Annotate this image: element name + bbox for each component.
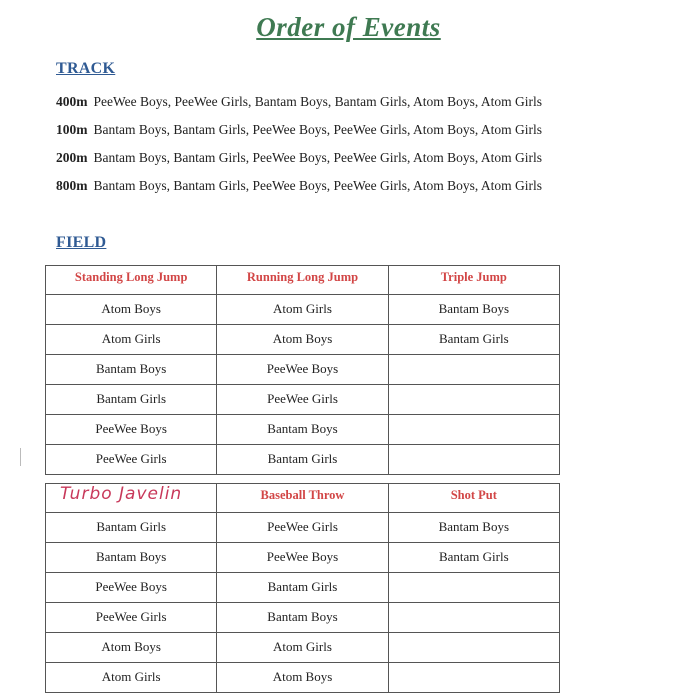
track-distance: 400m — [56, 94, 88, 109]
table-cell — [388, 355, 559, 385]
table-cell: Atom Girls — [46, 325, 217, 355]
table-cell: PeeWee Boys — [217, 355, 388, 385]
track-distance: 200m — [56, 150, 88, 165]
table-row — [46, 385, 560, 415]
table-row — [46, 663, 560, 693]
table-cell: Bantam Girls — [46, 385, 217, 415]
table-cell: Bantam Girls — [46, 513, 217, 543]
track-event-200m — [56, 150, 542, 166]
table-row — [46, 445, 560, 475]
table-cell: Bantam Girls — [217, 573, 388, 603]
table-row — [46, 573, 560, 603]
column-header: Running Long Jump — [217, 266, 388, 295]
table-cell: Bantam Boys — [388, 513, 559, 543]
table-row — [46, 295, 560, 325]
page-title: Order of Events — [256, 12, 441, 42]
table-row — [46, 513, 560, 543]
table-cell: PeeWee Girls — [217, 385, 388, 415]
table-cell: Atom Boys — [46, 633, 217, 663]
table-cell: Atom Girls — [217, 633, 388, 663]
column-header-handwritten: Turbo Javelin — [46, 484, 217, 513]
track-distance: 800m — [56, 178, 88, 193]
table-cell: PeeWee Girls — [46, 603, 217, 633]
track-order: Bantam Boys, Bantam Girls, PeeWee Boys, PeeWee Girls, Atom Boys, Atom Girls — [93, 178, 543, 193]
table-cell: Atom Boys — [217, 325, 388, 355]
table-cell — [388, 663, 559, 693]
table-cell — [388, 445, 559, 475]
table-row — [46, 355, 560, 385]
table-cell: PeeWee Boys — [46, 415, 217, 445]
column-header: Standing Long Jump — [46, 266, 217, 295]
column-header: Baseball Throw — [217, 484, 388, 513]
field-table-1 — [45, 265, 560, 475]
table-cell: Bantam Boys — [46, 543, 217, 573]
table-cell: Atom Boys — [46, 295, 217, 325]
field-heading: FIELD — [56, 234, 107, 251]
track-event-400m — [56, 94, 542, 110]
table-cell — [388, 603, 559, 633]
table-cell: Bantam Boys — [46, 355, 217, 385]
table-cell: PeeWee Girls — [46, 445, 217, 475]
table-cell — [388, 385, 559, 415]
table-cell: Bantam Girls — [388, 543, 559, 573]
track-event-800m — [56, 178, 542, 194]
table-cell — [388, 415, 559, 445]
table-cell: PeeWee Boys — [46, 573, 217, 603]
table-cell: PeeWee Boys — [217, 543, 388, 573]
column-header: Shot Put — [388, 484, 559, 513]
table-cell: Bantam Boys — [388, 295, 559, 325]
table-cell: Bantam Boys — [217, 603, 388, 633]
track-heading: TRACK — [56, 60, 116, 77]
table-cell: Atom Girls — [46, 663, 217, 693]
table-cell — [388, 573, 559, 603]
table-cell: Atom Girls — [217, 295, 388, 325]
table-row — [46, 325, 560, 355]
table-header-row — [46, 484, 560, 513]
track-event-100m — [56, 122, 542, 138]
table-row — [46, 603, 560, 633]
scan-margin-mark — [20, 448, 21, 466]
track-order: PeeWee Boys, PeeWee Girls, Bantam Boys, Bantam Girls, Atom Boys, Atom Girls — [93, 94, 543, 109]
table-cell: Bantam Girls — [217, 445, 388, 475]
table-cell: Bantam Boys — [217, 415, 388, 445]
table-header-row — [46, 266, 560, 295]
track-order: Bantam Boys, Bantam Girls, PeeWee Boys, PeeWee Girls, Atom Boys, Atom Girls — [93, 150, 543, 165]
table-cell: PeeWee Girls — [217, 513, 388, 543]
track-distance: 100m — [56, 122, 88, 137]
table-row — [46, 543, 560, 573]
table-row — [46, 415, 560, 445]
table-row — [46, 633, 560, 663]
field-table-2 — [45, 483, 560, 693]
track-order: Bantam Boys, Bantam Girls, PeeWee Boys, PeeWee Girls, Atom Boys, Atom Girls — [93, 122, 543, 137]
column-header: Triple Jump — [388, 266, 559, 295]
table-cell — [388, 633, 559, 663]
table-cell: Atom Boys — [217, 663, 388, 693]
table-cell: Bantam Girls — [388, 325, 559, 355]
